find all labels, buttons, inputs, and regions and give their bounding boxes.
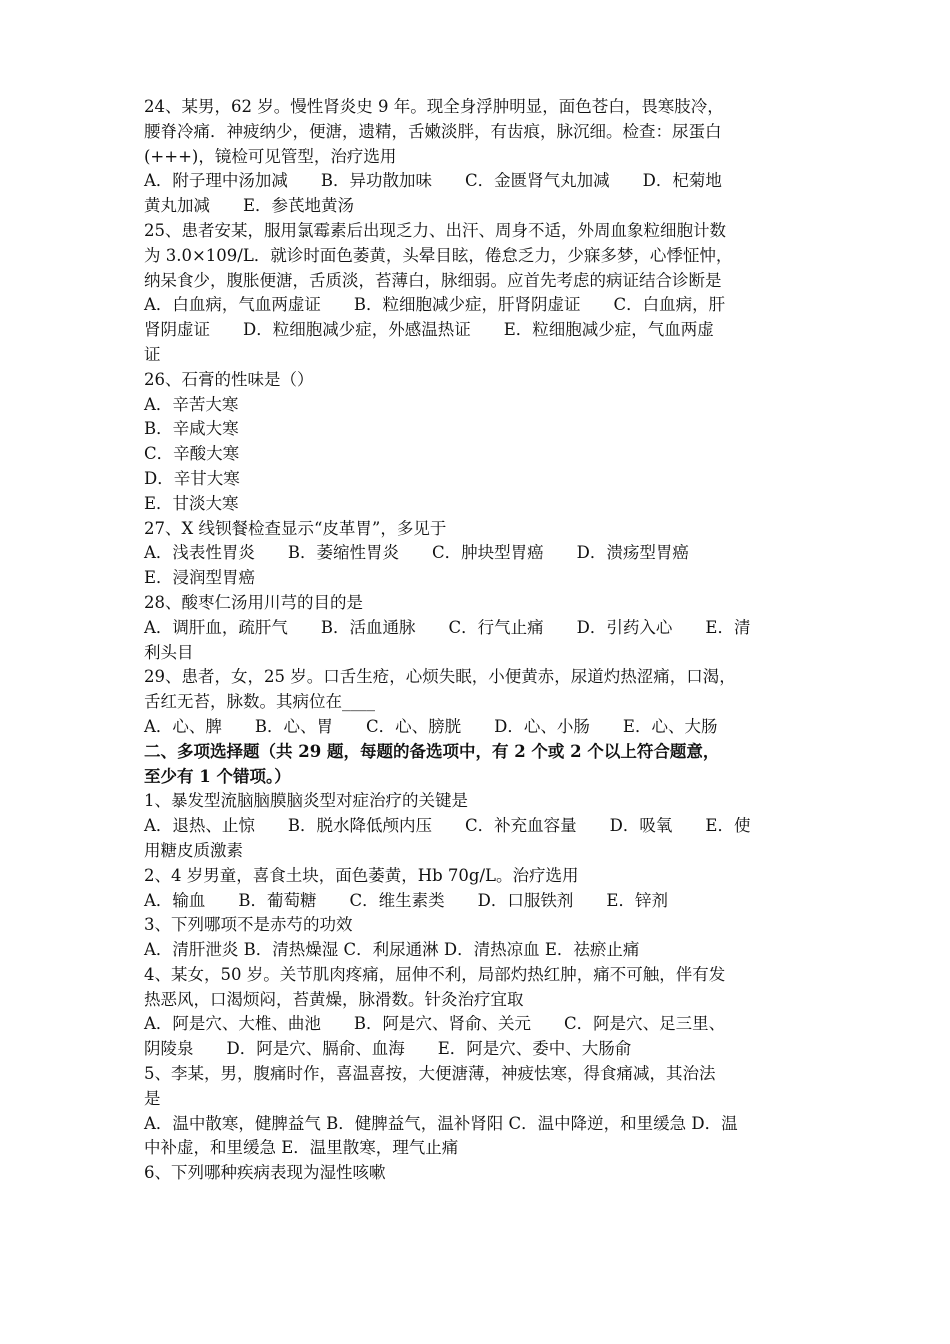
- text-line: A．辛苦大寒: [144, 394, 239, 414]
- text-line: 4、某女，50 岁。关节肌肉疼痛，屈伸不利，局部灼热红肿，痛不可触，伴有发: [144, 964, 726, 984]
- text-line: 26、石膏的性味是（）: [144, 369, 314, 389]
- text-line: 28、酸枣仁汤用川芎的目的是: [144, 592, 363, 612]
- text-line: A．调肝血，疏肝气 B．活血通脉 C．行气止痛 D．引药入心 E．清: [144, 617, 751, 637]
- text-line: 舌红无苔，脉数。其病位在____: [144, 692, 375, 712]
- text-line: A．浅表性胃炎 B．萎缩性胃炎 C．肿块型胃癌 D．溃疡型胃癌: [144, 543, 689, 563]
- text-line: A．白血病，气血两虚证 B．粒细胞减少症，肝肾阴虚证 C．白血病，肝: [144, 295, 726, 315]
- text-line: (+++)，镜检可见管型，治疗选用: [144, 146, 397, 166]
- text-line: 肾阴虚证 D．粒细胞减少症，外感温热证 E．粒细胞减少症，气血两虚: [144, 320, 714, 340]
- text-line: E．浸润型胃癌: [144, 568, 256, 588]
- text-line: C．辛酸大寒: [144, 444, 240, 464]
- text-line: 1、暴发型流脑脑膜脑炎型对症治疗的关键是: [144, 791, 468, 811]
- text-line: E．甘淡大寒: [144, 493, 239, 513]
- text-line: 24、某男，62 岁。慢性肾炎史 9 年。现全身浮肿明显，面色苍白，畏寒肢冷，: [144, 97, 724, 116]
- text-line: 25、患者安某，服用氯霉素后出现乏力、出汗、周身不适，外周血象粒细胞计数: [144, 220, 726, 240]
- text-line: 黄丸加减 E．参芪地黄汤: [144, 196, 355, 216]
- text-line: 为 3.0×109/L．就诊时面色萎黄，头晕目眩，倦怠乏力，少寐多梦，心悸怔忡，: [144, 245, 733, 265]
- section-heading: 二、多项选择题（共 29 题，每题的备选项中，有 2 个或 2 个以上符合题意，: [144, 741, 720, 761]
- text-line: A．温中散寒，健脾益气 B．健脾益气，温补肾阳 C．温中降逆，和里缓急 D．温: [144, 1113, 738, 1133]
- text-line: 5、李某，男，腹痛时作，喜温喜按，大便溏薄，神疲怯寒，得食痛减，其治法: [144, 1064, 716, 1084]
- document-page: [144, 95, 812, 1186]
- text-line: 3、下列哪项不是赤芍的功效: [144, 915, 353, 935]
- text-line: 29、患者，女，25 岁。口舌生疮，心烦失眠，小便黄赤，尿道灼热涩痛，口渴，: [144, 667, 736, 687]
- text-line: A．附子理中汤加减 B．异功散加味 C．金匮肾气丸加减 D．杞菊地: [144, 171, 722, 191]
- text-line: 中补虚，和里缓急 E．温里散寒，理气止痛: [144, 1138, 459, 1158]
- text-line: A．心、脾 B．心、胃 C．心、膀胱 D．心、小肠 E．心、大肠: [144, 716, 718, 736]
- text-line: 阴陵泉 D．阿是穴、膈俞、血海 E．阿是穴、委中、大肠俞: [144, 1039, 632, 1059]
- text-line: 证: [144, 344, 161, 364]
- section-heading: 至少有 1 个错项。）: [144, 766, 291, 786]
- text-line: 利头目: [144, 642, 194, 662]
- text-line: A．退热、止惊 B．脱水降低颅内压 C．补充血容量 D．吸氧 E．使: [144, 816, 751, 836]
- text-line: A．阿是穴、大椎、曲池 B．阿是穴、肾俞、关元 C．阿是穴、足三里、: [144, 1014, 726, 1034]
- text-line: 6、下列哪种疾病表现为湿性咳嗽: [144, 1163, 386, 1183]
- text-line: 是: [144, 1088, 161, 1108]
- text-line: 纳呆食少，腹胀便溏，舌质淡，苔薄白，脉细弱。应首先考虑的病证结合诊断是: [144, 270, 722, 290]
- text-line: A．输血 B．葡萄糖 C．维生素类 D．口服铁剂 E．锌剂: [144, 890, 668, 910]
- text-line: 腰脊冷痛．神疲纳少，便溏，遗精，舌嫩淡胖，有齿痕，脉沉细。检查：尿蛋白: [144, 121, 722, 141]
- text-line: 27、X 线钡餐检查显示“皮革胃”，多见于: [144, 518, 447, 538]
- text-line: D．辛甘大寒: [144, 468, 240, 488]
- text-line: 2、4 岁男童，喜食土块，面色萎黄，Hb 70g/L。治疗选用: [144, 865, 579, 885]
- text-line: B．辛咸大寒: [144, 419, 239, 439]
- text-line: 用糖皮质激素: [144, 840, 243, 860]
- text-line: A．清肝泄炎 B．清热燥湿 C．利尿通淋 D．清热凉血 E．祛瘀止痛: [144, 940, 640, 960]
- text-line: 热恶风，口渴烦闷，苔黄燥，脉滑数。针灸治疗宜取: [144, 989, 524, 1009]
